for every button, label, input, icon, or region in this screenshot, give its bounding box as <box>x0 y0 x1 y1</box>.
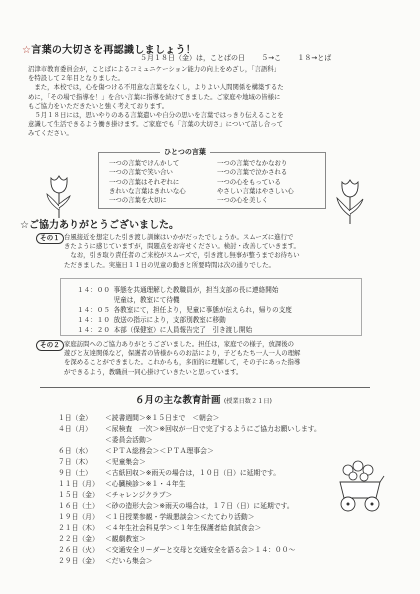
school-days-note: (授業日数２１日) <box>223 398 272 405</box>
event-date: ７日（木） <box>58 458 92 466</box>
section1-line: を特設して２年目となりました。 <box>28 74 124 83</box>
poem-line: 一つの心を美しく <box>217 196 269 205</box>
section3-heading-text: ６月の主な教育計画 <box>135 395 221 406</box>
flower-cart-illustration <box>334 458 386 520</box>
event-row <box>58 423 321 433</box>
poem-line: 一つの言葉でけんかして <box>109 159 180 167</box>
event-row <box>58 544 295 554</box>
schedule-row <box>77 324 252 334</box>
event-text: ＜読書週間＞※１５日まで ＜朝会＞ <box>105 414 220 422</box>
event-date: １１日（月） <box>58 480 99 488</box>
section3-heading <box>135 392 272 406</box>
poem-line: 一つの言葉でなかなおり <box>217 159 288 167</box>
event-date: ６日（水） <box>58 447 92 455</box>
section1-line: また，本校では，心を傷つける不用意な言葉をなくし，よりよい人間関係を構築するた <box>28 83 284 92</box>
schedule-text: 本部（保健室）に人員報告完了 引き渡し開始 <box>113 326 253 334</box>
schedule-row <box>77 314 226 324</box>
event-text: ＜チャレンジクラブ＞ <box>105 491 173 499</box>
poem-left-column <box>109 159 186 205</box>
event-date: １６日（土） <box>58 502 99 510</box>
section1-line: 沼津市教育委員会が，ことばによるコミュニケーション能力の向上をめざし，「言語科」 <box>28 65 281 73</box>
section1-line: めに，「その場で指導を！」を合い言葉に指導を続けてきました。ご家庭や地域の皆様に <box>28 92 281 101</box>
item1-line: ただきました。実施日１１日の児童の動きと所要時間は次の通りでした。 <box>64 260 275 269</box>
item2-line: 遊びと友達関係など，保護者の皆様からのお話により，子どもたち一人一人の理解 <box>64 349 301 358</box>
event-date: ２９日（金） <box>58 557 99 565</box>
poem-line: 一つの言葉はそれぞれに <box>109 177 180 186</box>
poem-right-column <box>217 159 294 205</box>
poem-line: 一つの言葉で泣かされる <box>217 168 288 177</box>
event-row <box>58 500 294 510</box>
event-text: ＜心臓検診＞※１・４年生 <box>105 480 186 488</box>
schedule-row <box>77 294 180 304</box>
section1-line: もご協力をいただきたいと強く考えております。 <box>28 101 169 110</box>
event-row <box>58 522 261 532</box>
schedule-time: １４：２０ <box>77 326 110 334</box>
schedule-text: 各教室にて，担任より，児童に事態が伝えられ，帰りの支度 <box>113 306 292 314</box>
schedule-time: １４：０５ <box>77 306 110 314</box>
event-date: １５日（金） <box>58 491 99 499</box>
poem-line: 一つの言葉を大切に <box>109 196 167 205</box>
event-text: ＜尿検査 一次＞※回収が一日で完了するようにご協力お願いします。 <box>105 425 321 433</box>
event-row <box>58 478 185 488</box>
word-day-line <box>140 53 345 63</box>
section1-body <box>28 65 284 139</box>
event-date: ２１日（木） <box>58 524 99 532</box>
section1-heading-text: 言葉の大切さを再認識しましょう！ <box>31 45 197 56</box>
star-mark: ☆ <box>20 220 29 231</box>
section2-heading <box>20 216 179 231</box>
item2-line: ができるよう，教職員一同心掛けていきたいと思っています。 <box>64 367 243 376</box>
section3-divider <box>40 387 370 388</box>
event-date: ２６日（火） <box>58 546 99 554</box>
item-tag-1: その１ <box>36 233 64 244</box>
event-text: ＜交通安全リーダーと交母と交通安全を語る会＞１４：００～ <box>105 546 296 554</box>
schedule-time: １４：００ <box>77 286 110 294</box>
poem-line: きれいな言葉はきれいな心 <box>109 186 186 195</box>
event-row <box>58 467 280 477</box>
section2-heading-text: ご協力ありがとうございました。 <box>28 220 179 231</box>
event-text: ＜古紙回収＞※雨天の場合は，１０日（日）に延期です。 <box>105 469 281 477</box>
event-row <box>58 533 146 543</box>
event-text: ＜委員会活動＞ <box>105 436 153 444</box>
event-text: ＜砂の造形大会＞※雨天の場合は，１７日（日）に延期です。 <box>105 502 294 510</box>
item-tag-2: その２ <box>36 340 64 351</box>
event-row <box>58 412 219 422</box>
event-text: ＜４年生社会科見学＞＜１年生保護者給食試食会＞ <box>105 524 262 532</box>
event-text: ＜児童集会＞ <box>105 458 146 466</box>
poem-title: ひとつの言葉 <box>160 147 210 157</box>
schedule-text: 事態を共通理解した教職員が，担当支部の長に連絡開始 <box>113 286 279 294</box>
schedule-row <box>77 304 292 314</box>
event-row <box>58 456 146 466</box>
tulip-illustration-right <box>332 176 368 224</box>
event-row <box>58 434 153 444</box>
poem-line: 一つの言葉で笑い合い <box>109 168 173 177</box>
schedule-time: １４：１０ <box>77 316 110 324</box>
section2-item1-body <box>64 233 300 270</box>
word-day-code2: １８→とば <box>297 54 332 62</box>
schedule-text: 児童は，教室にて待機 <box>113 296 180 304</box>
event-date: ９日（土） <box>58 469 92 477</box>
event-text: ＜ＰＴＡ総務会＞＜ＰＴＡ理事会＞ <box>105 447 214 455</box>
event-row <box>58 489 172 499</box>
event-row <box>58 555 153 565</box>
drill-schedule-box <box>60 278 362 336</box>
poem-line: やさしい言葉はやさしい心 <box>217 186 294 195</box>
event-date: ４日（月） <box>58 425 92 433</box>
event-row <box>58 445 214 455</box>
event-text: ＜１日授業参観・学級懇談会＞＜たてわり活動＞ <box>105 513 255 521</box>
section1-line: ５月１８日には，思いやりのある言葉遣いや自分の思いを言葉ではっきり伝えることを <box>28 111 284 120</box>
word-day-code1: ５→こ <box>261 54 282 62</box>
poem-box <box>98 152 326 209</box>
item1-line: きたように感じていますが，問題点をお寄せください。検討・改善していきます。 <box>64 242 300 251</box>
event-date: １日（金） <box>58 414 92 422</box>
event-text: ＜だいら集会＞ <box>105 557 153 565</box>
event-date: １９日（月） <box>58 513 99 521</box>
item2-line: 家庭訪問へのご協力ありがとうございました。担任は，家庭での様子，放課後の <box>64 340 295 348</box>
item1-line: なお，引き取り責任者のご来校がスムーズで，引き渡し無事が整うまでお待ちい <box>64 251 300 260</box>
section1-line: 意識して生活できるよう働き掛けます。ご家庭でも「言葉の大切さ」について話し合って <box>28 120 283 129</box>
tulip-illustration-left <box>42 172 76 218</box>
star-mark: ☆ <box>22 45 32 56</box>
event-row <box>58 511 255 521</box>
item1-line: 台風接近を想定した引き渡し訓練はいかがだったでしょうか。スムーズに進行で <box>64 233 294 241</box>
event-date: ２２日（金） <box>58 535 99 543</box>
section1-line: みてください。 <box>28 129 73 138</box>
event-text: ＜観劇教室＞ <box>105 535 146 543</box>
poem-line: 一つの心をもっている <box>217 177 281 186</box>
schedule-row <box>77 284 278 294</box>
section2-item2-body <box>64 340 300 377</box>
item2-line: を深めることができました。これからも，多面的に理解して，その子にあった指導 <box>64 358 301 367</box>
schedule-text: 放送の指示により，支部別教室に移動 <box>113 316 226 324</box>
word-day-date: ５月１８日（金）は，ことばの日 <box>140 54 245 62</box>
